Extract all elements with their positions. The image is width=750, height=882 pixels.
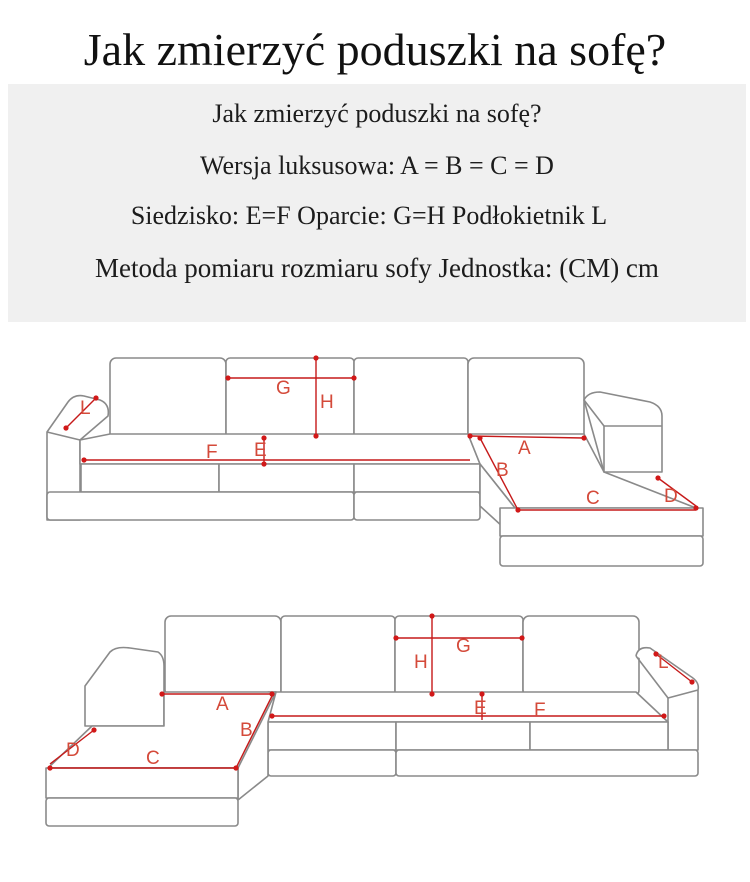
back-cushion-b2 bbox=[281, 616, 395, 696]
base-mid bbox=[354, 492, 480, 520]
sofa-measurement-diagram bbox=[0, 330, 750, 882]
sofa-bottom bbox=[46, 613, 698, 826]
back-cushion-1 bbox=[110, 358, 226, 440]
label-d-top: D bbox=[664, 486, 678, 507]
label-b-top: B bbox=[496, 460, 509, 481]
label-e-top: E bbox=[254, 440, 267, 461]
seat-cushion-b2 bbox=[396, 722, 530, 750]
label-a-bottom: A bbox=[216, 694, 229, 715]
label-a-top: A bbox=[518, 438, 531, 459]
label-d-bottom: D bbox=[66, 740, 80, 761]
label-l-bottom: L bbox=[658, 652, 669, 673]
chaise-cushion bbox=[500, 508, 703, 536]
base-b-right bbox=[396, 750, 698, 776]
chaise-cushion-b bbox=[46, 768, 238, 798]
left-arm-block-b bbox=[85, 648, 164, 727]
label-h-bottom: H bbox=[414, 652, 428, 673]
label-g-bottom: G bbox=[456, 636, 471, 657]
base-b-left bbox=[268, 750, 396, 776]
seat-cushion-1 bbox=[81, 464, 219, 492]
info-subtitle: Jak zmierzyć poduszki na sofę? bbox=[212, 99, 542, 128]
label-h-top: H bbox=[320, 392, 334, 413]
seat-top-b bbox=[268, 692, 668, 722]
info-luxury-version: Wersja luksusowa: A = B = C = D bbox=[200, 151, 554, 180]
seat-cushion-b1 bbox=[268, 722, 396, 750]
label-e-bottom: E bbox=[474, 698, 487, 719]
seat-cushion-2 bbox=[219, 464, 354, 492]
back-cushion-3 bbox=[354, 358, 468, 440]
label-l-top: L bbox=[80, 398, 91, 419]
seat-cushion-3 bbox=[354, 464, 480, 492]
seat-cushion-b3 bbox=[530, 722, 668, 750]
base-left bbox=[47, 492, 354, 520]
chaise-base bbox=[500, 536, 703, 566]
page-title: Jak zmierzyć poduszki na sofę? bbox=[83, 24, 667, 75]
info-panel bbox=[8, 84, 746, 322]
sofa-top bbox=[47, 355, 703, 566]
info-measure-method: Metoda pomiaru rozmiaru sofy Jednostka: (CM) cm bbox=[95, 253, 659, 283]
back-cushion-4 bbox=[468, 358, 584, 440]
label-c-top: C bbox=[586, 488, 600, 509]
back-cushion-2 bbox=[226, 358, 354, 440]
label-f-bottom: F bbox=[534, 700, 546, 721]
label-c-bottom: C bbox=[146, 748, 160, 769]
chaise-base-b bbox=[46, 798, 238, 826]
back-cushion-b4 bbox=[523, 616, 639, 696]
label-f-top: F bbox=[206, 442, 218, 463]
info-seat-back-armrest: Siedzisko: E=F Oparcie: G=H Podłokietnik L bbox=[130, 201, 608, 230]
label-b-bottom: B bbox=[240, 720, 253, 741]
back-cushion-b1 bbox=[165, 616, 281, 696]
label-g-top: G bbox=[276, 378, 291, 399]
